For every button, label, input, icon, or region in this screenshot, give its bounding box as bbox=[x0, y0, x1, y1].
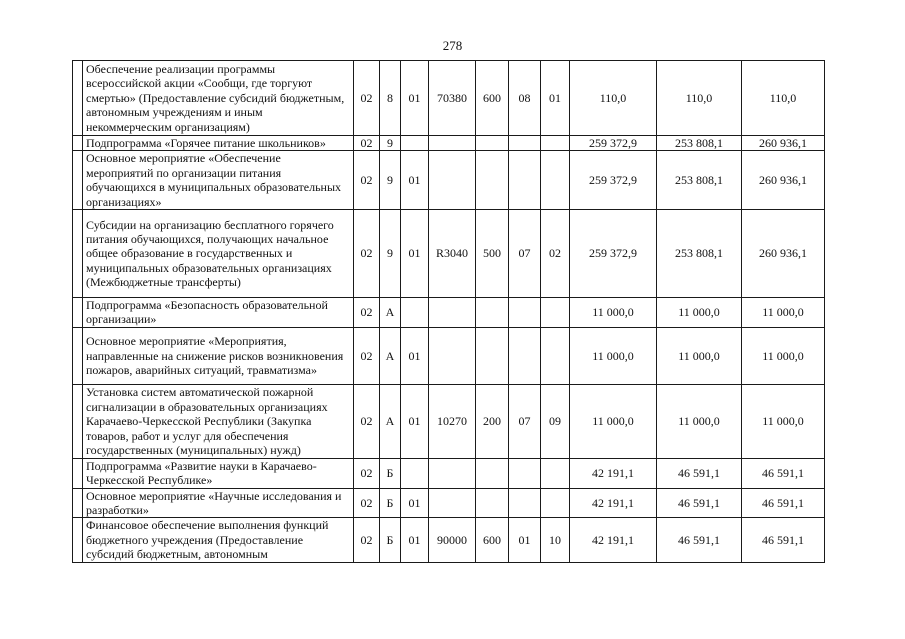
code-cell bbox=[541, 458, 570, 488]
code-cell bbox=[509, 327, 541, 384]
amount-cell: 11 000,0 bbox=[570, 384, 657, 458]
amount-cell: 11 000,0 bbox=[570, 298, 657, 328]
code-cell: 01 bbox=[401, 384, 429, 458]
table-row bbox=[73, 298, 825, 328]
code-cell: 01 bbox=[401, 61, 429, 136]
amount-cell: 46 591,1 bbox=[657, 488, 742, 518]
amount-cell: 11 000,0 bbox=[742, 298, 825, 328]
amount-cell: 42 191,1 bbox=[570, 518, 657, 562]
code-cell bbox=[476, 151, 509, 210]
code-cell bbox=[401, 298, 429, 328]
code-cell: 10 bbox=[541, 518, 570, 562]
table-row bbox=[73, 384, 825, 458]
row-marker-cell bbox=[73, 458, 83, 488]
code-cell: 02 bbox=[354, 384, 380, 458]
row-marker-cell bbox=[73, 384, 83, 458]
row-name: Субсидии на организацию бесплатного горячего питания обучающихся, получающих начальное общее образование в государственных и муниципальных образовательных организациях (Межбюджетные трансферты) bbox=[83, 210, 354, 298]
amount-cell: 260 936,1 bbox=[742, 210, 825, 298]
code-cell: 01 bbox=[401, 210, 429, 298]
code-cell: Б bbox=[380, 458, 401, 488]
row-name: Основное мероприятие «Мероприятия, направленные на снижение рисков возникновения пожаров, аварийных ситуаций, травматизма» bbox=[83, 327, 354, 384]
code-cell bbox=[541, 327, 570, 384]
code-cell: 02 bbox=[541, 210, 570, 298]
amount-cell: 42 191,1 bbox=[570, 488, 657, 518]
code-cell: 02 bbox=[354, 458, 380, 488]
code-cell: А bbox=[380, 384, 401, 458]
amount-cell: 110,0 bbox=[742, 61, 825, 136]
row-name: Подпрограмма «Развитие науки в Карачаево-Черкесской Республике» bbox=[83, 458, 354, 488]
code-cell: 01 bbox=[401, 518, 429, 562]
code-cell: 09 bbox=[541, 384, 570, 458]
amount-cell: 11 000,0 bbox=[657, 327, 742, 384]
row-marker-cell bbox=[73, 327, 83, 384]
amount-cell: 110,0 bbox=[570, 61, 657, 136]
code-cell bbox=[509, 458, 541, 488]
row-marker-cell bbox=[73, 210, 83, 298]
code-cell: 02 bbox=[354, 327, 380, 384]
row-marker-cell bbox=[73, 136, 83, 151]
row-name: Подпрограмма «Горячее питание школьников» bbox=[83, 136, 354, 151]
amount-cell: 46 591,1 bbox=[742, 458, 825, 488]
code-cell: 02 bbox=[354, 518, 380, 562]
code-cell bbox=[476, 298, 509, 328]
amount-cell: 253 808,1 bbox=[657, 210, 742, 298]
amount-cell: 253 808,1 bbox=[657, 151, 742, 210]
code-cell: 8 bbox=[380, 61, 401, 136]
amount-cell: 110,0 bbox=[657, 61, 742, 136]
row-marker-cell bbox=[73, 298, 83, 328]
table-row bbox=[73, 327, 825, 384]
code-cell: 07 bbox=[509, 210, 541, 298]
code-cell: 600 bbox=[476, 61, 509, 136]
code-cell: 02 bbox=[354, 210, 380, 298]
row-name: Основное мероприятие «Научные исследования и разработки» bbox=[83, 488, 354, 518]
code-cell: 10270 bbox=[429, 384, 476, 458]
table-row bbox=[73, 136, 825, 151]
row-marker-cell bbox=[73, 61, 83, 136]
code-cell bbox=[509, 488, 541, 518]
code-cell bbox=[429, 298, 476, 328]
page-number: 278 bbox=[442, 38, 463, 53]
amount-cell: 42 191,1 bbox=[570, 458, 657, 488]
amount-cell: 46 591,1 bbox=[657, 458, 742, 488]
amount-cell: 46 591,1 bbox=[742, 518, 825, 562]
code-cell: 02 bbox=[354, 136, 380, 151]
code-cell: 01 bbox=[401, 151, 429, 210]
amount-cell: 260 936,1 bbox=[742, 151, 825, 210]
code-cell: Б bbox=[380, 488, 401, 518]
code-cell: 07 bbox=[509, 384, 541, 458]
amount-cell: 11 000,0 bbox=[570, 327, 657, 384]
code-cell: 9 bbox=[380, 151, 401, 210]
code-cell: 600 bbox=[476, 518, 509, 562]
table-row bbox=[73, 488, 825, 518]
code-cell bbox=[476, 488, 509, 518]
code-cell: 02 bbox=[354, 61, 380, 136]
code-cell bbox=[429, 151, 476, 210]
row-name: Основное мероприятие «Обеспечение мероприятий по организации питания обучающихся в муниципальных образовательных организациях» bbox=[83, 151, 354, 210]
code-cell: 02 bbox=[354, 488, 380, 518]
amount-cell: 253 808,1 bbox=[657, 136, 742, 151]
row-name: Обеспечение реализации программы всероссийской акции «Сообщи, где торгуют смертью» (Предоставление субсидий бюджетным, автономным учреждениям и иным некоммерческим организациям) bbox=[83, 61, 354, 136]
row-marker-cell bbox=[73, 488, 83, 518]
code-cell: 200 bbox=[476, 384, 509, 458]
code-cell bbox=[429, 327, 476, 384]
code-cell bbox=[476, 458, 509, 488]
code-cell: R3040 bbox=[429, 210, 476, 298]
amount-cell: 11 000,0 bbox=[657, 384, 742, 458]
code-cell bbox=[476, 136, 509, 151]
amount-cell: 11 000,0 bbox=[742, 327, 825, 384]
code-cell: 70380 bbox=[429, 61, 476, 136]
code-cell: 500 bbox=[476, 210, 509, 298]
table-row bbox=[73, 61, 825, 136]
code-cell: А bbox=[380, 327, 401, 384]
code-cell bbox=[401, 458, 429, 488]
code-cell bbox=[541, 488, 570, 518]
row-name: Финансовое обеспечение выполнения функций бюджетного учреждения (Предоставление субсидий бюджетным, автономным bbox=[83, 518, 354, 562]
amount-cell: 46 591,1 bbox=[657, 518, 742, 562]
code-cell bbox=[541, 298, 570, 328]
code-cell: 9 bbox=[380, 210, 401, 298]
code-cell bbox=[541, 136, 570, 151]
table-row bbox=[73, 518, 825, 562]
amount-cell: 11 000,0 bbox=[742, 384, 825, 458]
code-cell: А bbox=[380, 298, 401, 328]
table-row bbox=[73, 458, 825, 488]
code-cell bbox=[429, 136, 476, 151]
code-cell bbox=[429, 488, 476, 518]
code-cell: 01 bbox=[401, 488, 429, 518]
code-cell: 02 bbox=[354, 151, 380, 210]
code-cell bbox=[509, 151, 541, 210]
code-cell bbox=[476, 327, 509, 384]
amount-cell: 11 000,0 bbox=[657, 298, 742, 328]
amount-cell: 46 591,1 bbox=[742, 488, 825, 518]
code-cell: 01 bbox=[509, 518, 541, 562]
table-row bbox=[73, 151, 825, 210]
code-cell bbox=[429, 458, 476, 488]
code-cell bbox=[509, 136, 541, 151]
row-marker-cell bbox=[73, 518, 83, 562]
budget-table bbox=[72, 60, 825, 563]
row-name: Подпрограмма «Безопасность образовательной организации» bbox=[83, 298, 354, 328]
code-cell: 01 bbox=[401, 327, 429, 384]
amount-cell: 259 372,9 bbox=[570, 136, 657, 151]
table-row bbox=[73, 210, 825, 298]
code-cell bbox=[541, 151, 570, 210]
code-cell: 90000 bbox=[429, 518, 476, 562]
amount-cell: 259 372,9 bbox=[570, 151, 657, 210]
code-cell: Б bbox=[380, 518, 401, 562]
row-marker-cell bbox=[73, 151, 83, 210]
code-cell bbox=[509, 298, 541, 328]
code-cell bbox=[401, 136, 429, 151]
code-cell: 02 bbox=[354, 298, 380, 328]
code-cell: 08 bbox=[509, 61, 541, 136]
amount-cell: 260 936,1 bbox=[742, 136, 825, 151]
amount-cell: 259 372,9 bbox=[570, 210, 657, 298]
row-name: Установка систем автоматической пожарной сигнализации в образовательных организациях Карачаево-Черкесской Республики (Закупка товаров, работ и услуг для обеспечения государственных (муниципальных) нужд) bbox=[83, 384, 354, 458]
code-cell: 01 bbox=[541, 61, 570, 136]
code-cell: 9 bbox=[380, 136, 401, 151]
